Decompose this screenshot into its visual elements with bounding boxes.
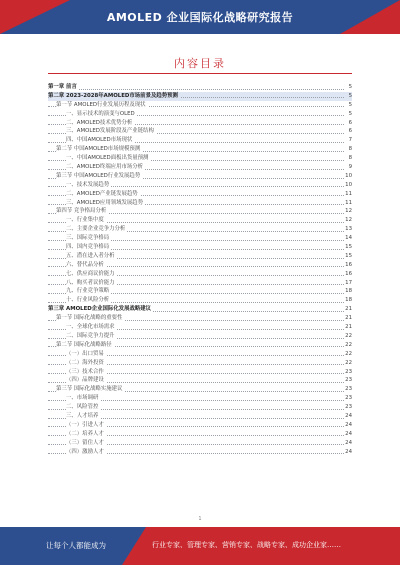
report-header-banner	[0, 0, 400, 34]
toc-entry-title: 第一节 国际化战略的重要性	[56, 315, 123, 322]
toc-entry-page: 24	[345, 448, 352, 455]
toc-entry-page: 23	[345, 395, 352, 402]
toc-entry[interactable]	[48, 385, 352, 394]
toc-entry-title: 第一节 AMOLED行业发展历程及现状	[56, 101, 146, 108]
toc-entry-title: 四、中国AMOLED市场现状	[66, 137, 133, 144]
toc-entry[interactable]	[48, 421, 352, 430]
toc-entry-page: 12	[345, 217, 352, 224]
toc-entry-page: 24	[345, 421, 352, 428]
toc-entry[interactable]	[48, 314, 352, 323]
toc-entry[interactable]	[48, 287, 352, 296]
toc-entry-page: 23	[345, 377, 352, 384]
toc-entry-title: 第二节 国际化战略路径	[56, 341, 112, 348]
toc-entry[interactable]	[48, 448, 352, 457]
toc-entry-page: 22	[345, 332, 352, 339]
toc-entry-page: 11	[345, 190, 352, 197]
toc-entry-title: 第四节 竞争格局分析	[56, 208, 107, 215]
toc-entry-title: （三）留住人才	[66, 439, 104, 446]
toc-entry[interactable]	[48, 412, 352, 421]
toc-entry-title: 七、供应商议价能力	[66, 270, 115, 277]
toc-entry[interactable]	[48, 323, 352, 332]
toc-entry[interactable]	[48, 430, 352, 439]
toc-entry[interactable]	[48, 243, 352, 252]
toc-entry-title: 三、AMOLED应用领域发展趋势	[66, 199, 144, 206]
toc-entry[interactable]	[48, 181, 352, 190]
toc-entry-page: 15	[345, 252, 352, 259]
toc-entry-title: （一）出口贸易	[66, 350, 104, 357]
toc-entry-title: 一、显示技术的演变与OLED	[66, 110, 135, 117]
toc-entry[interactable]	[48, 172, 352, 181]
toc-entry-page: 24	[345, 430, 352, 437]
toc-entry[interactable]	[48, 350, 352, 359]
toc-entry-page: 5	[344, 83, 352, 92]
toc-entry[interactable]	[48, 216, 352, 225]
toc-entry-title: 五、潜在进入者分析	[66, 252, 115, 259]
toc-entry[interactable]	[48, 83, 352, 92]
toc-entry-title: 一、技术发展趋势	[66, 181, 110, 188]
toc-entry[interactable]	[48, 145, 352, 154]
toc-entry[interactable]	[48, 270, 352, 279]
toc-entry[interactable]	[48, 403, 352, 412]
toc-entry-title: （二）培养人才	[66, 430, 104, 437]
toc-entry-page: 21	[345, 315, 352, 322]
toc-entry-title: 四、国内竞争格局	[66, 244, 110, 251]
toc-entry[interactable]	[48, 127, 352, 136]
toc-entry-title: 二、风险管控	[66, 404, 99, 411]
table-of-contents	[48, 83, 352, 456]
toc-entry[interactable]	[48, 154, 352, 163]
toc-entry-title: 一、行业集中度	[66, 217, 104, 224]
toc-entry-title: 三、人才培养	[66, 412, 99, 419]
toc-entry-page: 23	[345, 404, 352, 411]
toc-entry-page: 5	[344, 110, 352, 119]
toc-entry-title: 一、中国AMOLED面板出货量预测	[66, 155, 149, 162]
toc-entry-page: 13	[345, 226, 352, 233]
toc-entry-page: 22	[345, 341, 352, 348]
toc-entry[interactable]	[48, 110, 352, 119]
toc-entry-page: 18	[345, 297, 352, 304]
toc-entry[interactable]	[48, 101, 352, 110]
toc-entry-page: 10	[345, 181, 352, 188]
toc-entry[interactable]	[48, 234, 352, 243]
toc-entry-page: 17	[345, 279, 352, 286]
toc-entry-page: 14	[345, 235, 352, 242]
toc-entry[interactable]	[48, 368, 352, 377]
toc-entry-title: （一）引进人才	[66, 421, 104, 428]
toc-entry[interactable]	[48, 279, 352, 288]
toc-entry-page: 23	[345, 368, 352, 375]
toc-entry-title: 三、AMOLED发展阶段及产业链结构	[66, 128, 154, 135]
toc-entry-title: 六、替代品分析	[66, 261, 104, 268]
toc-entry[interactable]	[48, 136, 352, 145]
toc-entry[interactable]	[48, 341, 352, 350]
toc-entry[interactable]	[48, 92, 352, 101]
toc-entry-page: 22	[345, 359, 352, 366]
toc-entry-page: 23	[345, 386, 352, 393]
toc-entry[interactable]	[48, 252, 352, 261]
toc-entry-page: 16	[345, 261, 352, 268]
toc-entry-page: 10	[345, 172, 352, 179]
toc-entry-title: 八、购买者议价能力	[66, 279, 115, 286]
toc-entry-title: 第二节 中国AMOLED市场规模预测	[56, 146, 141, 153]
toc-entry-title: （二）海外投资	[66, 359, 104, 366]
toc-entry[interactable]	[48, 439, 352, 448]
toc-entry-page: 11	[345, 199, 352, 206]
toc-entry-title: 第一章 前言	[48, 84, 77, 90]
toc-entry-page: 21	[345, 306, 352, 313]
toc-entry-title: 二、AMOLED产业链发展趋势	[66, 190, 138, 197]
footer-slogan-right: 行业专家、管理专家、营销专家、战略专家、成功企业家……	[152, 541, 341, 549]
toc-entry[interactable]	[48, 394, 352, 403]
report-title: AMOLED 企业国际化战略研究报告	[106, 11, 294, 24]
toc-entry-page: 8	[344, 145, 352, 154]
toc-entry-title: 二、AMOLED终端应用市场分析	[66, 164, 144, 171]
toc-entry-title: 二、国际竞争力提升	[66, 332, 115, 339]
toc-entry-title: 一、全球化市场需求	[66, 324, 115, 331]
toc-entry-page: 16	[345, 270, 352, 277]
toc-entry-page: 22	[345, 350, 352, 357]
toc-entry-page: 21	[345, 324, 352, 331]
toc-entry-page: 6	[344, 127, 352, 136]
toc-entry-title: 第三章 AMOLED企业国际化发展战略建议	[48, 306, 152, 313]
toc-entry[interactable]	[48, 207, 352, 216]
footer-accent-edge	[122, 527, 146, 565]
heading-divider	[48, 73, 352, 74]
toc-entry-title: （四）激励人才	[66, 448, 104, 455]
toc-entry[interactable]	[48, 119, 352, 128]
toc-entry-title: （四）品牌建设	[66, 377, 104, 384]
toc-entry[interactable]	[48, 332, 352, 341]
footer-slogan-left: 让每个人都能成为	[46, 541, 106, 550]
toc-entry[interactable]	[48, 190, 352, 199]
toc-entry-page: 5	[344, 92, 352, 101]
toc-leader-dots	[48, 89, 344, 90]
toc-entry-page: 8	[344, 154, 352, 163]
toc-entry-page: 5	[344, 101, 352, 110]
toc-entry-title: 二、AMOLED技术优势分析	[66, 119, 133, 126]
toc-entry[interactable]	[48, 305, 352, 314]
toc-entry[interactable]	[48, 225, 352, 234]
toc-entry-title: （三）技术合作	[66, 368, 104, 375]
footer-banner	[0, 527, 400, 565]
toc-entry-title: 第三节 国际化战略实施建议	[56, 386, 123, 393]
toc-heading: 内容目录	[174, 57, 226, 70]
toc-entry[interactable]	[48, 296, 352, 305]
toc-entry[interactable]	[48, 376, 352, 385]
toc-entry[interactable]	[48, 359, 352, 368]
toc-entry-page: 6	[344, 119, 352, 128]
toc-entry-page: 15	[345, 244, 352, 251]
toc-entry-page: 12	[345, 208, 352, 215]
toc-entry[interactable]	[48, 261, 352, 270]
toc-entry-page: 24	[345, 412, 352, 419]
toc-entry-title: 二、主要企业竞争力分析	[66, 226, 126, 233]
toc-entry-title: 一、市场调研	[66, 395, 99, 402]
toc-entry-title: 九、行业竞争策略	[66, 288, 110, 295]
toc-entry[interactable]	[48, 199, 352, 208]
toc-entry-title: 三、国际竞争格局	[66, 235, 110, 242]
page-number: 1	[198, 516, 202, 522]
toc-entry-page: 24	[345, 439, 352, 446]
toc-entry-page: 7	[344, 136, 352, 145]
toc-entry-page: 18	[345, 288, 352, 295]
toc-entry[interactable]	[48, 163, 352, 172]
toc-entry-title: 第三节 中国AMOLED行业发展趋势	[56, 172, 141, 179]
toc-entry-page: 9	[344, 163, 352, 172]
toc-entry-title: 第二章 2023-2028年AMOLED市场前景及趋势预测	[48, 92, 178, 99]
toc-entry-title: 十、行业风险分析	[66, 297, 110, 304]
